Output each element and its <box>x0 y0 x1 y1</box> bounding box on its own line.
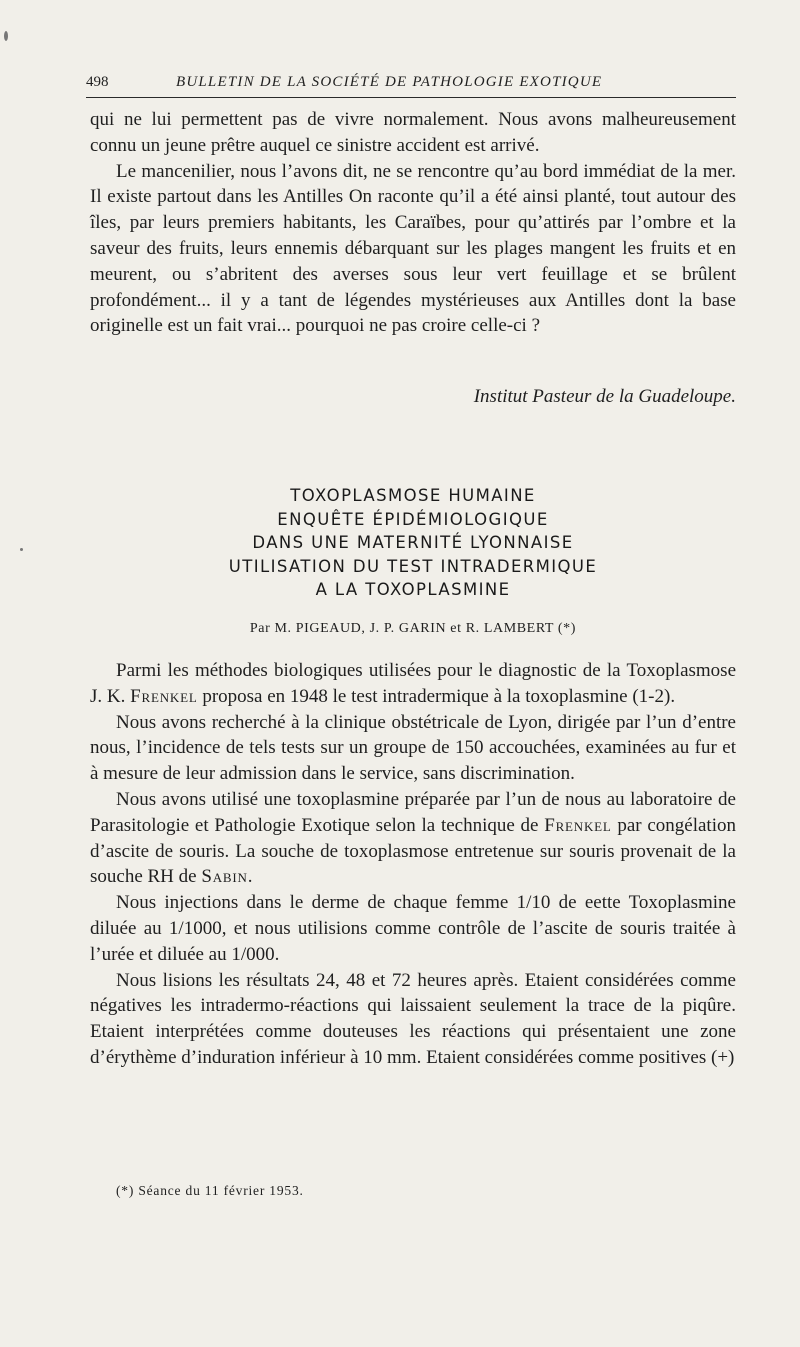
author-name: Frenkel <box>130 685 198 707</box>
paragraph: Nous lisions les résultats 24, 48 et 72 heures après. Etaient considérées comme négatives les intradermo-réactions qui laissaient seulement la trace de la piqûre. Etaient interprétées comme douteuses les réactions qui présentaient une zone d’érythème d’induration inférieur à 10 mm. Etaient considérées comme positives (+) <box>90 969 736 1068</box>
article-title <box>90 484 736 602</box>
text-run: par congélation d’ascite de souris. La souche de toxoplasmose entretenue sur souris provenait de la souche RH de <box>90 814 736 888</box>
text-run: Parmi les méthodes biologiques utilisées pour le diagnostic de la Toxoplasmose J. K. <box>90 660 736 707</box>
title-line: ENQUÊTE ÉPIDÉMIOLOGIQUE <box>277 509 549 529</box>
header-rule <box>86 97 736 98</box>
previous-article-text <box>90 107 736 339</box>
author-name: Sabin <box>201 866 248 888</box>
text-run: proposa en 1948 le test intradermique à la toxoplasmine (1-2). <box>197 685 676 707</box>
title-line: A LA TOXOPLASMINE <box>315 580 511 600</box>
title-line: DANS UNE MATERNITÉ LYONNAISE <box>252 533 574 553</box>
paragraph: Nous avons recherché à la clinique obstétricale de Lyon, dirigée par l’un d’entre nous, l’incidence de tels tests sur un groupe de 150 accouchées, examinées au fur et à mesure de leur admission dans le service, sans discrimination. <box>90 711 736 785</box>
paragraph <box>90 658 736 710</box>
authors: Par M. PIGEAUD, J. P. GARIN et R. LAMBERT (*) <box>249 621 577 636</box>
signature: Institut Pasteur de la Guadeloupe. <box>473 386 736 407</box>
text-run: Nous avons utilisé une toxoplasmine préparée par l’un de nous au laboratoire de Parasitologie et Pathologie Exotique selon la technique de <box>90 788 736 836</box>
paragraph: Le mancenilier, nous l’avons dit, ne se rencontre qu’au bord immédiat de la mer. Il existe partout dans les Antilles On raconte qu’il a été ainsi planté, tout autour des îles, par leurs premiers habitants, les Caraïbes, pour qu’attirés par l’ombre et la saveur des fruits, leurs ennemis débarquant sur les plages mangent les fruits et en meurent, ou s’abritent des averses sous leur vert feuillage et se brûlent profondément... il y a tant de légendes mystérieuses aux Antilles dont la base originelle est un fait vrai... pourquoi ne pas croire celle-ci ? <box>90 160 736 337</box>
title-line: UTILISATION DU TEST INTRADERMIQUE <box>228 556 598 576</box>
journal-title: BULLETIN DE LA SOCIÉTÉ DE PATHOLOGIE EXOTIQUE <box>176 74 603 90</box>
author-name: Frenkel <box>544 814 612 836</box>
paragraph <box>90 787 736 890</box>
paragraph: Nous injections dans le derme de chaque femme 1/10 de eette Toxoplasmine diluée au 1/1000, et nous utilisions comme contrôle de l’ascite de souris traitée à l’urée et diluée au 1/000. <box>90 892 736 965</box>
text-run: . <box>247 866 253 888</box>
article-body <box>90 658 736 1071</box>
paragraph: qui ne lui permettent pas de vivre normalement. Nous avons malheureusement connu un jeune prêtre auquel ce sinistre accident est arrivé. <box>90 109 736 156</box>
page-number: 498 <box>86 74 109 90</box>
scan-speck <box>4 31 8 41</box>
scan-speck <box>20 548 23 551</box>
title-line: TOXOPLASMOSE HUMAINE <box>290 486 536 505</box>
footnote: (*) Séance du 11 février 1953. <box>116 1183 304 1198</box>
